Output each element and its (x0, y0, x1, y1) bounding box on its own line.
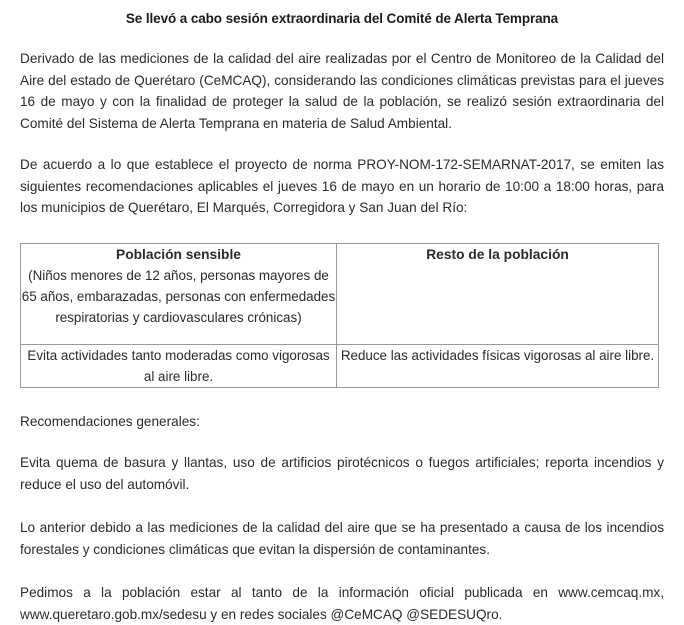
recommendations-table (20, 243, 659, 388)
table-row-recommendations (21, 344, 659, 387)
table-cell-recommendation-sensitive: Evita actividades tanto moderadas como vigorosas al aire libre. (21, 344, 337, 387)
table-cell-recommendation-general: Reduce las actividades físicas vigorosas al aire libre. (337, 344, 659, 387)
paragraph-norm: De acuerdo a lo que establece el proyecto de norma PROY-NOM-172-SEMARNAT-2017, se emiten las siguientes recomendaciones aplicables el jueves 16 de mayo en un horario de 10:00 a 18:00 horas, para los municipios de Querétaro, El Marqués, Corregidora y San Juan del Río: (20, 157, 664, 215)
table-row-headers (21, 243, 659, 344)
column-title-sensitive: Población sensible (116, 246, 241, 262)
paragraph-general-body: Evita quema de basura y llantas, uso de artificios pirotécnicos o fuegos artificiales; reporta incendios y reduce el uso del automóvil. (20, 455, 664, 492)
column-title-general: Resto de la población (426, 246, 569, 262)
recommendations-table-container (20, 243, 664, 388)
page-title: Se llevó a cabo sesión extraordinaria del Comité de Alerta Temprana (125, 11, 559, 26)
paragraph-cause: Lo anterior debido a las mediciones de la calidad del aire que se ha presentado a causa de los incendios forestales y condiciones climáticas que evitan la dispersión de contaminantes. (20, 520, 664, 557)
paragraph-intro: Derivado de las mediciones de la calidad del aire realizadas por el Centro de Monitoreo de la Calidad del Aire del estado de Querétaro (CeMCAQ), considerando las condiciones climáticas previstas para el jueves 16 de mayo y con la finalidad de proteger la salud de la población, se realizó sesión extraordinaria del Comité del Sistema de Alerta Temprana en materia de Salud Ambiental. (20, 51, 664, 131)
paragraph-general-heading: Recomendaciones generales: (20, 413, 200, 429)
table-header-cell-sensitive (21, 243, 337, 344)
table-header-cell-general (337, 243, 659, 344)
column-subtitle-sensitive: (Niños menores de 12 años, personas mayores de 65 años, embarazadas, personas con enfermedades respiratorias y cardiovasculares crónicas) (21, 267, 336, 325)
paragraph-sources: Pedimos a la población estar al tanto de la información oficial publicada en www.cemcaq.mx, www.queretaro.gob.mx/sedesu y en redes sociales @CeMCAQ @SEDESUQro. (20, 585, 664, 622)
